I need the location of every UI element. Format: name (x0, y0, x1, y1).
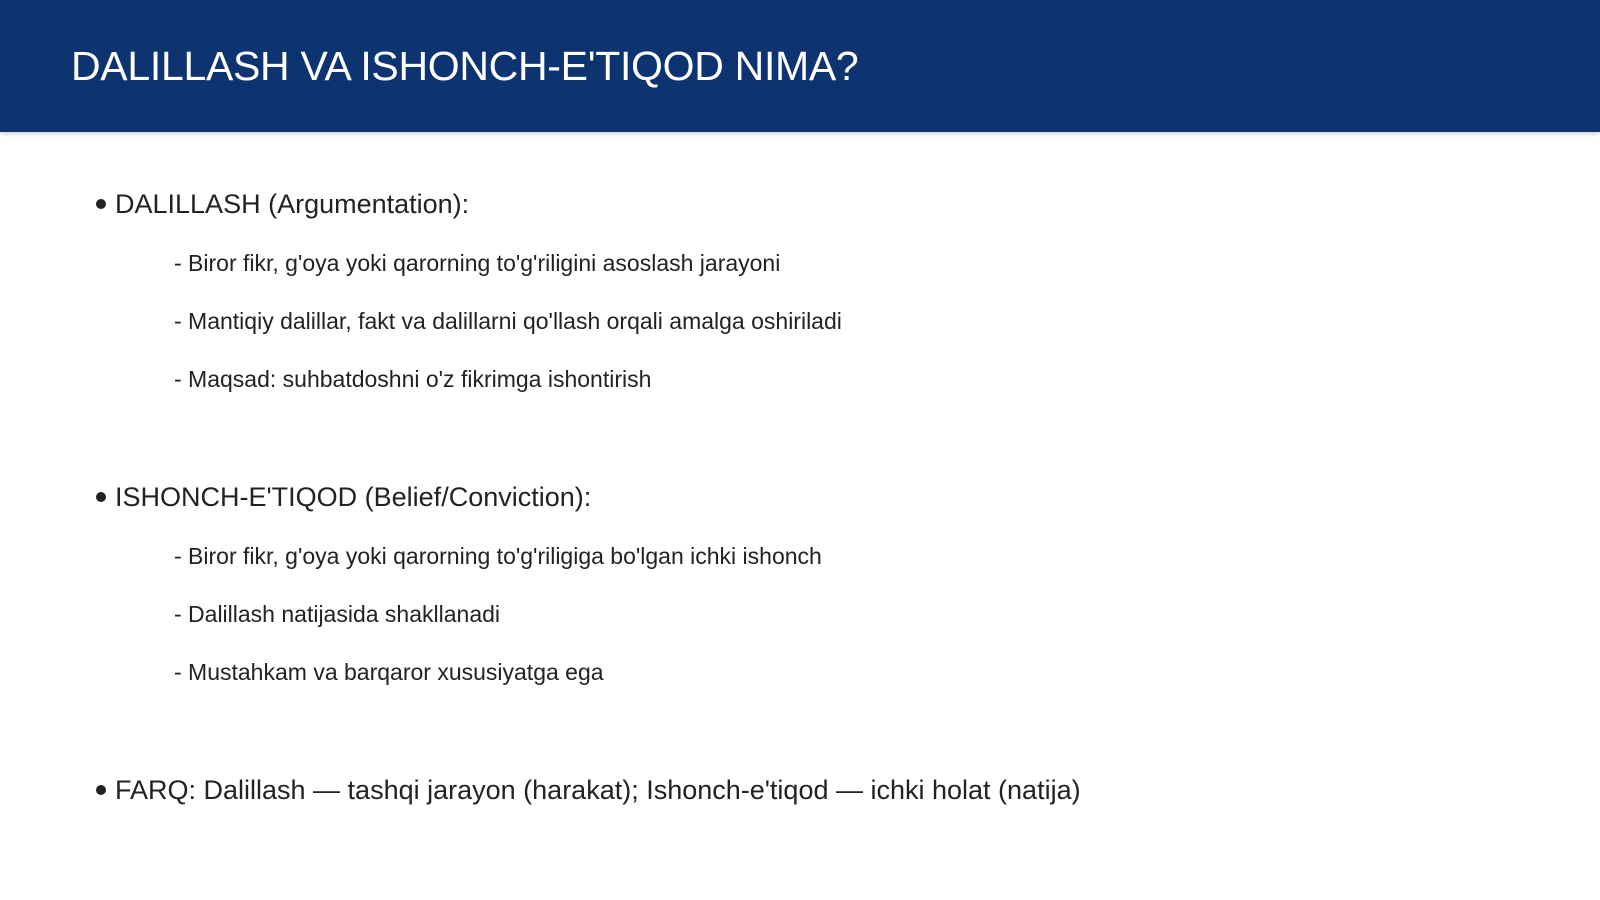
bullet-dot-icon (96, 492, 106, 502)
bullet-heading: FARQ: Dalillash — tashqi jarayon (harakat); Ishonch-e'tiqod — ichki holat (natija) (115, 775, 1081, 805)
sub-item: - Mustahkam va barqaror xususiyatga ega (174, 659, 604, 685)
bullet-dalillash (96, 186, 469, 222)
sub-item: - Maqsad: suhbatdoshni o'z fikrimga ishontirish (174, 366, 652, 392)
bullet-dot-icon (96, 199, 106, 209)
sub-item: - Biror fikr, g'oya yoki qarorning to'g'riligiga bo'lgan ichki ishonch (174, 543, 822, 569)
sub-item: - Mantiqiy dalillar, fakt va dalillarni qo'llash orqali amalga oshiriladi (174, 308, 842, 334)
bullet-dot-icon (96, 785, 106, 795)
sub-item: - Biror fikr, g'oya yoki qarorning to'g'riligini asoslash jarayoni (174, 250, 781, 276)
bullet-farq (96, 772, 1081, 808)
bullet-ishonch-etiqod (96, 479, 591, 515)
slide-title: DALILLASH VA ISHONCH-E'TIQOD NIMA? (71, 43, 859, 89)
bullet-heading: ISHONCH-E'TIQOD (Belief/Conviction): (115, 482, 592, 512)
bullet-heading: DALILLASH (Argumentation): (115, 189, 470, 219)
sub-item: - Dalillash natijasida shakllanadi (174, 601, 501, 627)
